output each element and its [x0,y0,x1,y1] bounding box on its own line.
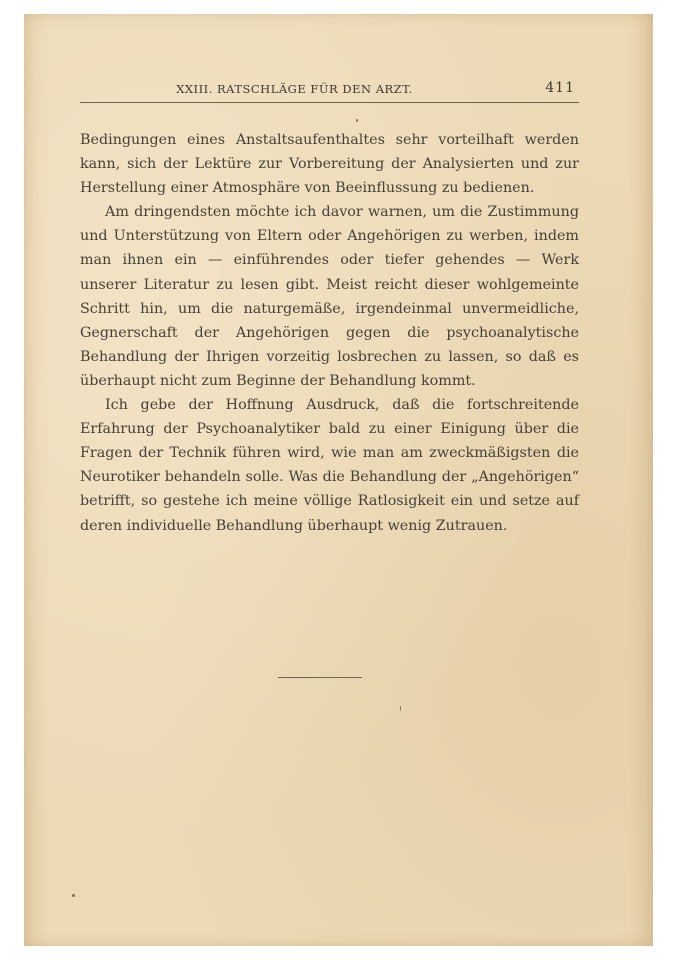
running-header [80,80,579,103]
running-header-title: XXIII. RATSCHLÄGE FÜR DEN ARZT. [176,82,413,96]
page-number: 411 [545,80,575,96]
body-text [80,128,579,538]
paper-speck [400,706,401,711]
paragraph: Am dringendsten möchte ich davor warnen, um die Zustimmung und Unterstützung von Eltern oder Angehörigen zu werben, indem man ihnen ein — einführendes oder tiefer gehendes — Werk unserer Literatur zu lesen gibt. Meist reicht dieser wohlgemeinte Schritt hin, um die naturgemäße, irgendeinmal unvermeidliche, Gegnerschaft der Angehörigen gegen die psychoanalytische Behandlung der Ihrigen vorzeitig losbrechen zu lassen, so daß es überhaupt nicht zum Beginne der Behandlung kommt. [80,204,579,389]
section-end-rule [278,677,362,678]
paper-speck [356,119,358,122]
paragraph: Ich gebe der Hoffnung Ausdruck, daß die fortschreitende Erfahrung der Psychoanalytiker bald zu einer Einigung über die Fragen der Technik führen wird, wie man am zweckmäßigsten die Neurotiker behandeln solle. Was die Behandlung der „Angehörigen“ betrifft, so gestehe ich meine völlige Ratlosigkeit ein und setze auf deren individuelle Behandlung überhaupt wenig Zutrauen. [80,397,579,534]
paper-speck [72,894,75,897]
paragraph: Bedingungen eines Anstaltsaufenthaltes sehr vorteilhaft werden kann, sich der Lektüre zur Vorbereitung der Analysierten und zur Herstellung einer Atmosphäre von Beeinflussung zu bedienen. [80,132,579,197]
